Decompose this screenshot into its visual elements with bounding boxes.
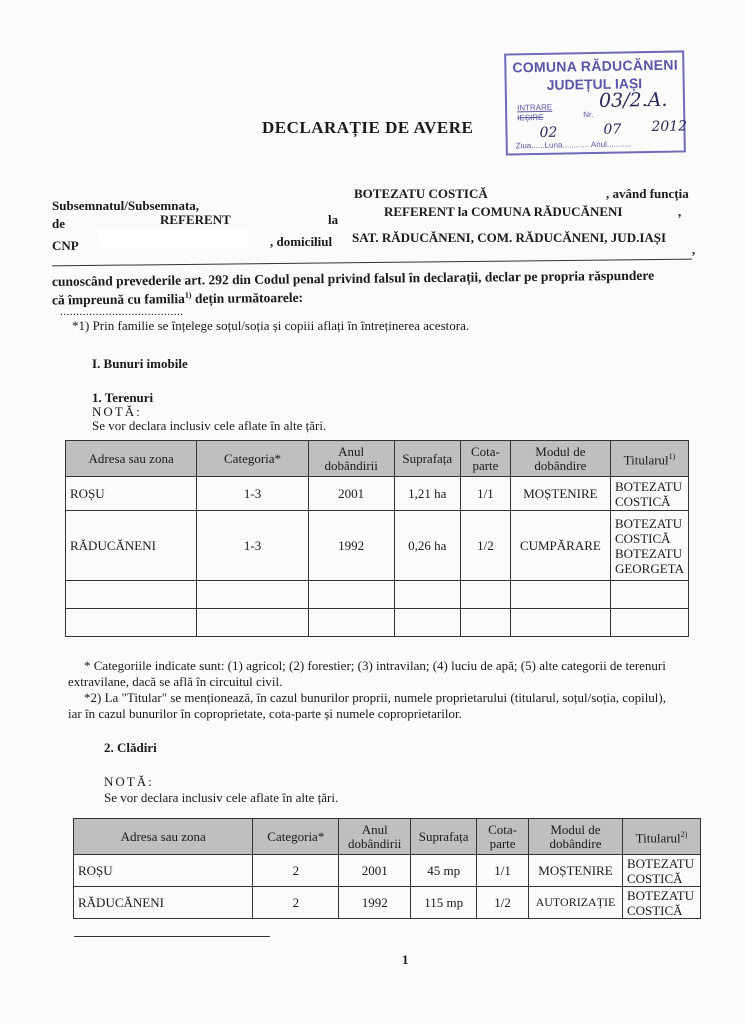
- cladiri-table: [73, 818, 701, 919]
- cell-suprafata: 0,26 ha: [394, 511, 461, 581]
- stamp-county: JUDEȚUL IAȘI: [546, 75, 643, 93]
- cell-suprafata: 1,21 ha: [394, 477, 461, 511]
- table-row: [74, 855, 701, 887]
- cladiri-nota-text: Se vor declara inclusiv cele aflate în alte țări.: [104, 790, 339, 805]
- table-row: [66, 477, 689, 511]
- footnote-separator: [74, 936, 270, 937]
- terenuri-header-row: [66, 441, 689, 477]
- stamp-iesire: IEȘIRE: [517, 112, 544, 123]
- cell-anul: 2001: [339, 855, 411, 887]
- functia-value: REFERENT: [160, 212, 231, 227]
- col-titular-text: Titularul: [635, 830, 681, 846]
- titular-note-1: *2) La "Titular" se menționează, în cazul bunurilor proprii, numele proprietarului (titularul, soțul/soția, copilul),: [84, 690, 666, 705]
- table-row-empty: [66, 581, 689, 609]
- table-row: [74, 887, 701, 919]
- comma-2: ,: [692, 242, 696, 257]
- cell-anul: 2001: [308, 477, 394, 511]
- avand-functia-label: , având funcția: [606, 186, 689, 201]
- domiciliul-value: SAT. RĂDUCĂNENI, COM. RĂDUCĂNENI, JUD.IAȘI: [352, 230, 667, 245]
- stamp-year: 2012: [651, 118, 688, 136]
- stamp-footer: Ziua......Luna............ Anul...........: [515, 139, 632, 151]
- cladiri-nota: NOTĂ:: [104, 774, 154, 789]
- col-suprafata: Suprafața: [394, 441, 461, 477]
- cell-suprafata: 115 mp: [411, 887, 477, 919]
- declaration-line-2-end: dețin următoarele:: [191, 289, 304, 307]
- stamp-nr-label: Nr.: [583, 110, 594, 120]
- cladiri-heading: 2. Clădiri: [104, 740, 157, 755]
- col-modul: Modul de dobândire: [510, 441, 610, 477]
- col-cota: Cota-parte: [461, 441, 511, 477]
- titular-note-2: iar în cazul bunurilor în coproprietate, cota-parte și numele coproprietarilor.: [68, 706, 462, 721]
- section-1-heading: I. Bunuri imobile: [92, 356, 188, 371]
- terenuri-heading: 1. Terenuri: [92, 390, 154, 405]
- declaration-line-1: cunoscând prevederile art. 292 din Codul penal privind falsul în declarații, declar pe propria răspundere: [51, 267, 655, 289]
- cell-cota: 1/2: [461, 511, 511, 581]
- cladiri-header-row: [74, 819, 701, 855]
- de-label: de: [52, 216, 65, 231]
- col-anul: Anul dobândirii: [339, 819, 411, 855]
- categorii-note-1: * Categoriile indicate sunt: (1) agricol; (2) forestier; (3) intravilan; (4) luciu de apă; (5) alte categorii de terenuri: [84, 658, 666, 673]
- cell-anul: 1992: [339, 887, 411, 919]
- header-underline: [52, 259, 692, 267]
- cell-adresa: RĂDUCĂNENI: [74, 887, 253, 919]
- cnp-label: CNP: [52, 238, 79, 253]
- cell-titular: BOTEZATU COSTICĂ: [610, 477, 688, 511]
- stamp-month: 07: [603, 121, 622, 138]
- declaration-sup: 1): [184, 290, 192, 300]
- col-titular-sup: 1): [668, 451, 676, 461]
- declaration-line-2-text: că împreună cu familia: [51, 291, 185, 308]
- declaration-dots: ......................................: [60, 306, 184, 318]
- categorii-note-2: extravilane, dacă se află în circuitul civil.: [68, 674, 283, 689]
- col-titular-sup: 2): [680, 829, 688, 839]
- table-row: [66, 511, 689, 581]
- la-label: la: [328, 212, 339, 227]
- cell-cota: 1/1: [461, 477, 511, 511]
- cell-categoria: 1-3: [197, 477, 309, 511]
- cell-titular: BOTEZATU COSTICĂ: [622, 887, 700, 919]
- col-titular: [610, 441, 688, 477]
- cell-adresa: ROȘU: [66, 477, 197, 511]
- cell-titular: BOTEZATU COSTICĂ: [622, 855, 700, 887]
- terenuri-nota: NOTĂ:: [92, 404, 142, 419]
- cell-anul: 1992: [308, 511, 394, 581]
- stamp-intrare: INTRARE: [516, 102, 553, 113]
- cell-adresa: ROȘU: [74, 855, 253, 887]
- cell-categoria: 2: [253, 855, 339, 887]
- registration-stamp: [504, 50, 686, 155]
- terenuri-table: [65, 440, 689, 637]
- cell-modul: MOȘTENIRE: [510, 477, 610, 511]
- domiciliul-label: , domiciliul: [270, 234, 333, 249]
- cell-modul: CUMPĂRARE: [510, 511, 610, 581]
- col-modul: Modul de dobândire: [529, 819, 623, 855]
- stamp-day: 02: [539, 124, 558, 141]
- col-suprafata: Suprafața: [411, 819, 477, 855]
- cnp-redacted: [98, 229, 248, 247]
- terenuri-nota-text: Se vor declara inclusiv cele aflate în alte țări.: [92, 418, 327, 433]
- col-adresa: Adresa sau zona: [66, 441, 197, 477]
- col-titular: [622, 819, 700, 855]
- cell-categoria: 1-3: [197, 511, 309, 581]
- col-cota: Cota-parte: [477, 819, 529, 855]
- col-categoria: Categoria*: [197, 441, 309, 477]
- document-title: DECLARAȚIE DE AVERE: [262, 118, 474, 137]
- stamp-nr-value: 03/2.A.: [598, 88, 668, 112]
- col-categoria: Categoria*: [253, 819, 339, 855]
- col-adresa: Adresa sau zona: [74, 819, 253, 855]
- cell-modul: MOȘTENIRE: [529, 855, 623, 887]
- institutia-value: REFERENT la COMUNA RĂDUCĂNENI: [384, 204, 623, 219]
- cell-categoria: 2: [253, 887, 339, 919]
- cell-modul: AUTORIZAȚIE: [529, 887, 623, 919]
- cell-cota: 1/2: [477, 887, 529, 919]
- footnote-1: *1) Prin familie se înțelege soțul/soția și copiii aflați în întreținerea acestora.: [72, 318, 470, 333]
- cell-adresa: RĂDUCĂNENI: [66, 511, 197, 581]
- declarant-name: BOTEZATU COSTICĂ: [354, 186, 488, 201]
- subsemnatul-label: Subsemnatul/Subsemnata,: [52, 198, 200, 213]
- stamp-commune: COMUNA RĂDUCĂNENI: [512, 56, 679, 76]
- comma-1: ,: [678, 204, 682, 219]
- cell-titular: BOTEZATU COSTICĂ BOTEZATU GEORGETA: [610, 511, 688, 581]
- table-row-empty: [66, 609, 689, 637]
- cell-cota: 1/1: [477, 855, 529, 887]
- col-titular-text: Titularul: [623, 452, 669, 468]
- page-number: 1: [402, 952, 409, 967]
- col-anul: Anul dobândirii: [308, 441, 394, 477]
- cell-suprafata: 45 mp: [411, 855, 477, 887]
